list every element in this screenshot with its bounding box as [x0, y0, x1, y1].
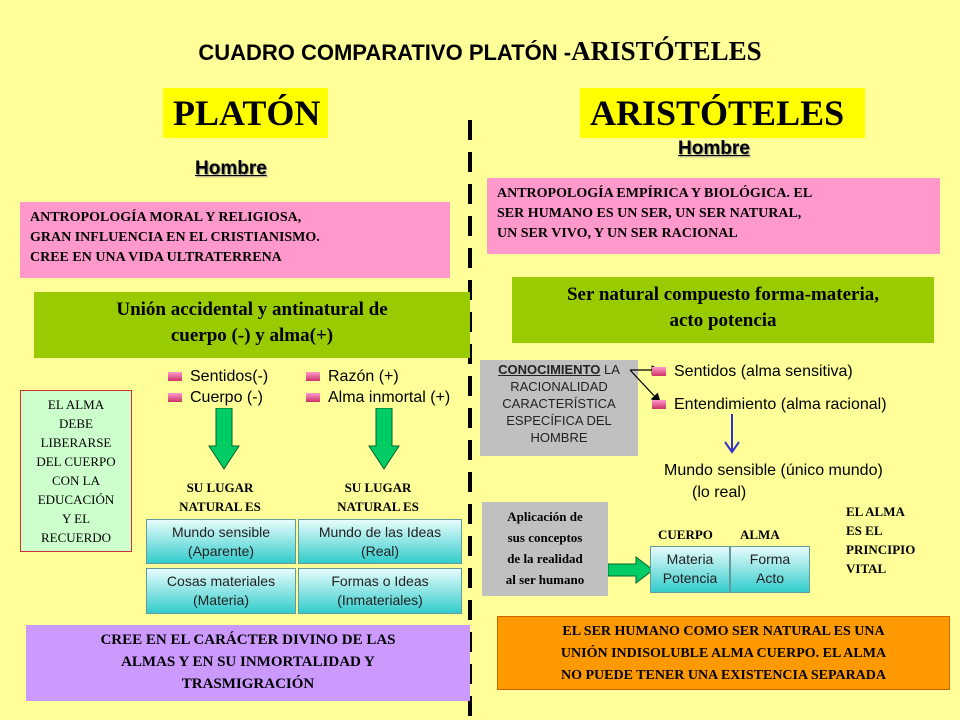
box-line: Mundo de las Ideas	[318, 524, 442, 540]
materia-box	[650, 546, 730, 593]
title-part1: CUADRO COMPARATIVO PLATÓN -	[198, 40, 572, 65]
ser-humano-line: EL SER HUMANO COMO SER NATURAL ES UNA	[562, 624, 885, 639]
aristoteles-ser-natural-box	[512, 277, 934, 343]
platon-lugar-right	[318, 478, 438, 516]
aplicacion-line: al ser humano	[505, 572, 585, 587]
platon-formas-ideas-box	[298, 568, 462, 614]
box-line: (Inmateriales)	[337, 592, 423, 608]
lugar-line: NATURAL ES	[337, 499, 419, 514]
bullet-icon	[652, 400, 666, 409]
ser-humano-line: UNIÓN INDISOLUBLE ALMA CUERPO. EL ALMA	[560, 646, 887, 661]
box-line: Acto	[755, 570, 784, 586]
mundo-line: (lo real)	[692, 484, 747, 501]
list-item-label: Cuerpo (-)	[190, 389, 263, 406]
platon-cosas-materiales-box	[146, 568, 296, 614]
platon-antropologia-line: ANTROPOLOGÍA MORAL Y RELIGIOSA,	[30, 210, 302, 225]
ser-natural-line: Ser natural compuesto forma-materia,	[566, 284, 880, 305]
list-item-label: Alma inmortal (+)	[328, 389, 451, 406]
aristoteles-aplicacion-box	[482, 502, 608, 596]
platon-union-box	[34, 292, 470, 358]
conocimiento-title: CONOCIMIENTO	[498, 362, 601, 377]
sentidos-label: Sentidos (alma sensitiva)	[674, 363, 853, 380]
platon-antropologia-line: GRAN INFLUENCIA EN EL CRISTIANISMO.	[30, 230, 320, 245]
conocimiento-line: LA	[604, 362, 620, 377]
cree-line: TRASMIGRACIÓN	[181, 676, 315, 692]
aristoteles-heading: ARISTÓTELES	[580, 88, 865, 138]
principio-line: EL ALMA	[846, 504, 905, 519]
platon-union-line: cuerpo (-) y alma(+)	[170, 325, 334, 346]
alma-line: LIBERARSE	[40, 435, 112, 450]
entendimiento-label: Entendimiento (alma racional)	[674, 396, 887, 413]
right-arrow-icon	[608, 556, 654, 584]
principio-line: PRINCIPIO	[846, 542, 916, 557]
list-item	[306, 366, 450, 387]
list-item-label: Razón (+)	[328, 368, 399, 385]
platon-hombre-label: Hombre	[195, 158, 267, 179]
bullet-icon	[306, 372, 320, 381]
aristoteles-mundo-sensible	[664, 460, 883, 504]
conocimiento-line: ESPECÍFICA DEL	[506, 413, 612, 428]
down-arrow-icon	[208, 408, 240, 470]
platon-mundo-sensible-box	[146, 519, 296, 564]
cree-line: ALMAS Y EN SU INMORTALIDAD Y	[121, 654, 375, 670]
platon-antropologia-line: CREE EN UNA VIDA ULTRATERRENA	[30, 250, 282, 265]
conocimiento-line: RACIONALIDAD	[510, 379, 608, 394]
cree-line: CREE EN EL CARÁCTER DIVINO DE LAS	[100, 632, 396, 648]
bullet-icon	[168, 372, 182, 381]
alma-line: RECUERDO	[40, 530, 112, 545]
box-line: (Real)	[360, 543, 400, 559]
alma-line: DEBE	[59, 416, 93, 431]
box-line: Materia	[666, 551, 714, 567]
forma-box	[730, 546, 810, 593]
box-line: (Materia)	[192, 592, 249, 608]
alma-line: EDUCACIÓN	[37, 492, 115, 507]
aristoteles-antropologia-box	[487, 178, 940, 254]
aristoteles-hombre-label: Hombre	[678, 138, 750, 159]
conocimiento-line: CARACTERÍSTICA	[502, 396, 616, 411]
platon-items-right	[306, 366, 450, 408]
aplicacion-line: Aplicación de	[507, 509, 583, 524]
aristoteles-antropologia-line: UN SER VIVO, Y UN SER RACIONAL	[497, 226, 738, 241]
aristoteles-ser-humano-box	[497, 616, 950, 690]
alma-label: ALMA	[740, 527, 780, 542]
box-line: (Aparente)	[187, 543, 255, 559]
aplicacion-line: sus conceptos	[507, 530, 583, 545]
box-line: Mundo sensible	[171, 524, 271, 540]
aristoteles-sentidos	[652, 361, 853, 382]
bullet-icon	[168, 393, 182, 402]
box-line: Formas o Ideas	[331, 573, 429, 589]
alma-line: Y EL	[61, 511, 91, 526]
aristoteles-antropologia-line: ANTROPOLOGÍA EMPÍRICA Y BIOLÓGICA. EL	[497, 186, 813, 201]
ser-humano-line: NO PUEDE TENER UNA EXISTENCIA SEPARADA	[560, 668, 887, 683]
platon-union-line: Unión accidental y antinatural de	[116, 299, 388, 320]
aplicacion-line: de la realidad	[507, 551, 583, 566]
principio-line: VITAL	[846, 561, 887, 576]
bullet-icon	[306, 393, 320, 402]
platon-cree-box	[26, 625, 470, 701]
platon-mundo-ideas-box	[298, 519, 462, 564]
box-line: Forma	[749, 551, 791, 567]
aristoteles-principio	[846, 502, 915, 578]
lugar-line: SU LUGAR	[344, 480, 412, 495]
down-arrow-icon	[722, 414, 742, 456]
page-title	[0, 36, 960, 67]
principio-line: ES EL	[846, 523, 883, 538]
title-part2: ARISTÓTELES	[571, 36, 762, 66]
cuerpo-label: CUERPO	[658, 527, 713, 542]
down-arrow-icon	[368, 408, 400, 470]
platon-heading: PLATÓN	[163, 88, 328, 138]
list-item	[306, 387, 450, 408]
conocimiento-line: HOMBRE	[530, 430, 588, 445]
lugar-line: NATURAL ES	[179, 499, 261, 514]
aristoteles-antropologia-line: SER HUMANO ES UN SER, UN SER NATURAL,	[497, 206, 802, 221]
bullet-icon	[652, 367, 666, 376]
platon-alma-box	[20, 390, 132, 552]
mundo-line: Mundo sensible (único mundo)	[664, 462, 883, 479]
list-item-label: Sentidos(-)	[190, 368, 269, 385]
list-item	[168, 387, 268, 408]
alma-line: EL ALMA	[47, 397, 105, 412]
ser-natural-line: acto potencia	[669, 310, 777, 331]
platon-items-left	[168, 366, 268, 408]
alma-line: CON LA	[51, 473, 101, 488]
box-line: Cosas materiales	[166, 573, 276, 589]
aristoteles-entendimiento	[652, 394, 887, 415]
alma-line: DEL CUERPO	[36, 454, 116, 469]
list-item	[168, 366, 268, 387]
platon-antropologia-box	[20, 202, 450, 278]
lugar-line: SU LUGAR	[186, 480, 254, 495]
box-line: Potencia	[662, 570, 718, 586]
platon-lugar-left	[160, 478, 280, 516]
